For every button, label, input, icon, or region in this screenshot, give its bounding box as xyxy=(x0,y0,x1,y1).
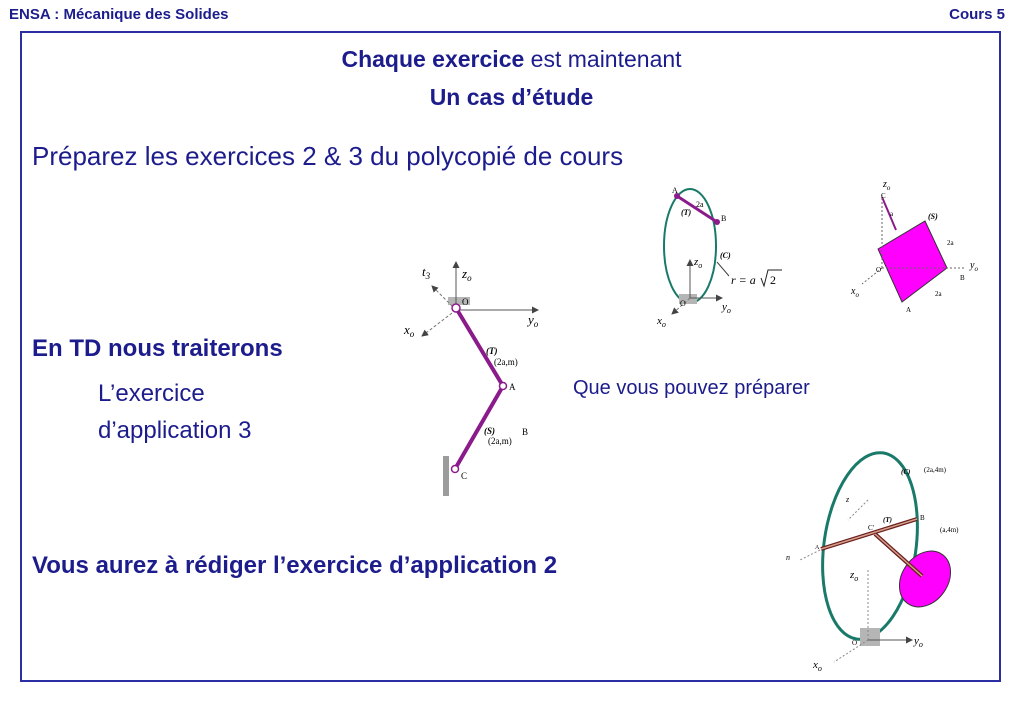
label-S: (S) xyxy=(484,426,495,436)
ring-label-T: (T) xyxy=(681,208,692,217)
slide-title-line2: Un cas d’étude xyxy=(429,84,594,110)
ex2-label-C: (C) xyxy=(901,468,911,476)
joint-A xyxy=(500,383,507,390)
ring-label-2a: 2a xyxy=(696,200,704,209)
square-label-a: a xyxy=(890,210,894,218)
ring-radius-equation: r = a xyxy=(731,273,756,287)
title-normal: est maintenant xyxy=(524,46,682,72)
ex2-figure xyxy=(786,447,961,673)
ring-label-O: O xyxy=(680,299,686,308)
ex2-axis-n xyxy=(800,550,820,560)
label-A: A xyxy=(509,382,516,392)
square-label-C: C xyxy=(881,192,886,200)
ring-label-zo: $z_o$ xyxy=(694,256,703,270)
ex2-label-disc-mass: (a,4m) xyxy=(940,526,959,534)
label-zo: $z_o$ xyxy=(462,266,472,283)
ex2-label-C-mass: (2a,4m) xyxy=(924,466,946,474)
td-heading: En TD nous traiterons xyxy=(32,335,283,362)
ex2-label-zo: $z_o$ xyxy=(850,569,859,583)
joint-C xyxy=(452,466,459,473)
square-label-B: B xyxy=(960,274,965,282)
square-label-xo: $x_o$ xyxy=(851,286,859,299)
ex2-label-n: n xyxy=(786,553,790,562)
ex2-label-z: z xyxy=(846,495,850,504)
square-label-A: A xyxy=(906,306,912,314)
square-label-yo: $y_o$ xyxy=(970,260,978,273)
ex2-axis-z xyxy=(848,500,868,520)
ring-radius-sqrt: 2 xyxy=(770,273,776,287)
prepare-instruction: Préparez les exercices 2 & 3 du polycopié de cours xyxy=(32,141,624,171)
prepare-note: Que vous pouvez préparer xyxy=(573,377,810,399)
ex2-label-Cprime: C' xyxy=(868,524,874,532)
bar-S xyxy=(455,386,503,469)
ring-label-xo: $x_o$ xyxy=(657,315,666,329)
ex2-label-T: (T) xyxy=(883,516,892,524)
square-figure xyxy=(850,179,978,314)
ring-label-B: B xyxy=(721,214,727,223)
write-up-instruction: Vous aurez à rédiger l’exercice d’application 2 xyxy=(32,552,558,579)
ex2-label-B: B xyxy=(920,514,925,522)
ring-figure xyxy=(656,186,782,329)
ring-radius-pointer xyxy=(717,262,729,276)
square-label-O: O xyxy=(876,266,882,274)
axis-xo xyxy=(422,310,456,336)
ring-label-yo: $y_o$ xyxy=(722,301,731,315)
ex2-label-A: A xyxy=(815,545,820,551)
ring-label-A: A xyxy=(672,186,678,195)
square-label-S: (S) xyxy=(928,212,938,221)
ring-point-B xyxy=(714,219,720,225)
course-title: ENSA : Mécanique des Solides xyxy=(9,6,229,23)
ex2-label-O: O xyxy=(852,639,858,647)
ring-label-C: (C) xyxy=(720,251,731,260)
label-yo: $y_o$ xyxy=(528,312,539,329)
td-exercise-line2: d’application 3 xyxy=(98,417,252,444)
square-label-zo: $z_o$ xyxy=(883,179,891,192)
lecture-number: Cours 5 xyxy=(949,6,1005,23)
label-S-mass: (2a,m) xyxy=(488,436,512,446)
td-exercise-line1: L’exercice xyxy=(98,380,205,407)
ex2-label-yo: $y_o$ xyxy=(914,635,923,649)
square-rod xyxy=(882,197,896,230)
td-mechanism-figure xyxy=(403,262,539,496)
label-C: C xyxy=(461,471,468,481)
label-xo: $x_o$ xyxy=(404,322,415,339)
label-O: O xyxy=(462,297,469,307)
ex2-label-xo: $x_o$ xyxy=(813,659,822,673)
label-T-mass: (2a,m) xyxy=(494,357,518,367)
label-B: B xyxy=(522,427,529,437)
label-T: (T) xyxy=(486,346,498,356)
label-t3: $t_3$ xyxy=(422,264,431,281)
joint-O xyxy=(452,304,460,312)
title-bold: Chaque exercice xyxy=(341,46,525,72)
square-label-2a-right: 2a xyxy=(947,239,954,247)
bottom-wall xyxy=(443,456,449,496)
square-label-2a-bottom: 2a xyxy=(935,290,942,298)
